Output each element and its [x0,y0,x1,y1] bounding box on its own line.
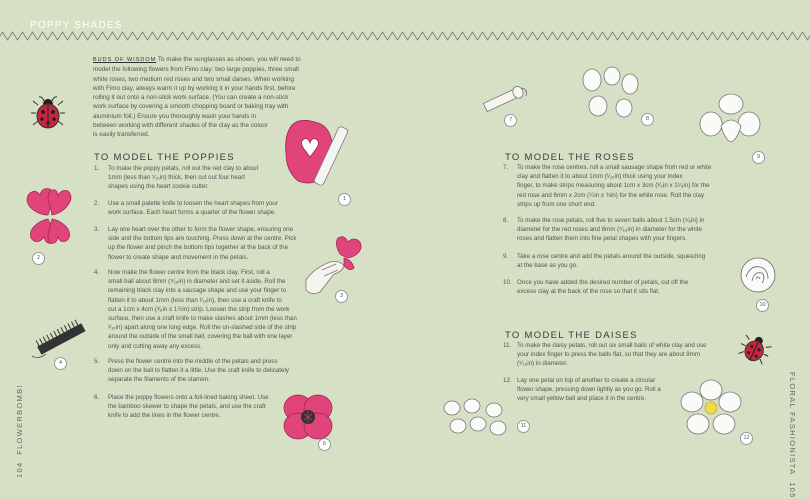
step-text [517,278,688,296]
step-line: Once you have added the desired number of petals, cut off the [517,279,689,286]
section-header: POPPY SHADES [30,20,123,31]
step-line: your index finger to press the balls flat, so that they are about 8mm [517,351,700,359]
step-badge: 11 [517,420,530,433]
step-text [517,163,711,209]
four-hearts-illustration [20,185,80,250]
step-line: down on the ball to flatten it a little. Use the craft knife to delicately [108,367,289,375]
step-badge: 4 [54,357,67,370]
step-text [108,199,278,217]
step-line: 1mm (less than ¹⁄₁₆in) thick, then cut out four heart [108,174,245,182]
bow-line: aluminium foil.) Ensure you thoroughly wash your hands in [93,112,257,120]
poppies-title: TO MODEL THE POPPIES [94,152,235,163]
step-line: flatten it to about 1mm (less than ¹⁄₁₆in), then use a craft knife to [108,296,282,304]
step-line: red rose and 6mm x 2cm (¼in x ¾in) for the white rose. Roll the clay [517,191,705,199]
step-line: remaining black clay into a sausage shape and use your finger to [108,287,287,295]
step-line: around the outside of the small ball, covering the ball with one layer [108,333,293,341]
step-line: work surface. Each heart forms a quarter of the flower shape. [108,209,276,217]
step-line: cut a 1cm x 4cm (³⁄₈in x 1½in) strip. Loosen the strip from the work [108,305,290,313]
ladybird-illustration [738,333,772,365]
step-line: Place the poppy flowers onto a foil-lined baking sheet. Use [108,394,269,401]
step-line: Lay one heart over the other to form the flower shape, ensuring one [108,226,294,233]
step-line: side and the bottom tips are touching. Press down at the centre. Pick [108,235,297,243]
white-rose-illustration [738,255,778,297]
buds-of-wisdom-label: BUDS OF WISDOM [93,57,157,63]
white-petals-illustration [578,66,648,122]
step-number: 12. [503,377,512,384]
step-badge: 10 [756,299,769,312]
step-line: diameter for the red roses and 8mm (⁵⁄₁₆in) in diameter for the white [517,226,702,234]
step-number: 10. [503,279,512,286]
right-book-title: FLORAL FASHIONISTA [788,372,797,476]
bow-line: white roses, two medium red roses and two small daises. When working [93,75,294,83]
step-badge: 6 [318,438,331,451]
step-line: flower shape, pressing down lightly as you go. Roll a [517,386,661,394]
step-badge: 12 [740,432,753,445]
step-line: finger, to make strips measuring about 1cm x 3cm (³⁄₈in x 1¹⁄₈in) for the [517,182,710,190]
step-line: flower to create shape and movement in the petals. [108,253,249,261]
step-line: Use a small palette knife to loosen the heart shapes from your [108,200,278,207]
bow-line: with Fimo clay, always warm it up by working it in your hands first, before [93,84,296,92]
step-badge: 2 [32,252,45,265]
bow-line: work surface by covering a smooth chopping board or baking tray with [93,103,289,111]
step-number: 3. [94,226,100,233]
step-line: surface, then use a craft knife to make slashes about 1mm (less than [108,315,297,323]
step-text [108,268,297,351]
step-line: small ball about 8mm (⁵⁄₁₆in) in diameter and set it aside. Roll the [108,278,286,286]
step-text [517,341,707,369]
step-line: To make the poppy petals, roll out the red clay to about [108,165,259,172]
step-line: clay and flatten it to about 1mm (¹⁄₁₆in) thick using your index [517,173,683,181]
step-line: very small yellow ball and place it in the centre. [517,395,646,403]
step-number: 6. [94,394,100,401]
finished-poppy-illustration [280,390,336,444]
step-badge: 3 [335,290,348,303]
bow-line: between working with different shades of the clay as the colour [93,122,268,130]
step-line: To make the daisy petals, roll out six small balls of white clay and use [517,342,707,349]
step-line: knife to add the lines in the flower centre. [108,412,221,420]
step-text [517,376,661,404]
step-number: 4. [94,269,100,276]
daisy-petal-balls-illustration [440,396,512,436]
daisy-illustration [680,378,742,438]
step-line: only and cutting away any excess. [108,342,202,350]
step-number: 2. [94,200,100,207]
white-rose-assembly-illustration [695,92,765,158]
bow-line: To make the sunglasses as shown, you will need to [157,56,301,63]
step-line: excess clay at the back of the rose so that it sits flat. [517,288,660,296]
step-line: (⁵⁄₁₆in) in diameter. [517,360,568,368]
zigzag-divider [0,30,810,42]
step-number: 1. [94,165,100,172]
step-number: 8. [503,217,509,224]
hand-pinching-flower-illustration [300,232,370,302]
step-line: strips up from one short end. [517,200,596,208]
step-line: separate the filaments of the stamen. [108,376,210,384]
step-number: 5. [94,358,100,365]
ladybird-illustration [30,95,66,133]
bow-line: model the following flowers from Fimo clay: two large poppies, three small [93,66,299,74]
step-number: 11. [503,342,512,349]
step-line: ¹⁄₁₆in) apart along one long edge. Roll the un-slashed side of the strip [108,324,297,332]
step-line: To make the rose centres, roll a small sausage shape from red or white [517,164,712,171]
step-text [108,164,258,192]
daises-title: TO MODEL THE DAISES [505,330,638,341]
left-footer [15,384,24,478]
step-line: To make the rose petals, roll five to seven balls about 1.5cm (⁵⁄₈in) in [517,217,705,224]
step-badge: 1 [338,193,351,206]
step-text [108,393,269,421]
zigzag-line [0,32,810,40]
right-page-number: 105 [788,482,797,499]
step-line: at the base as you go. [517,262,578,270]
step-text [108,357,289,385]
step-line: Lay one petal on top of another to create a circular [517,377,656,384]
step-number: 7. [503,164,509,171]
step-line: shapes using the heart cookie cutter. [108,183,209,191]
rolled-strip-illustration [480,82,530,118]
bow-line: is easily transferred. [93,131,150,139]
step-line: Take a rose centre and add the petals around the outside, squeezing [517,253,706,260]
step-line: roses and flatten them into fine petal shapes with your fingers. [517,235,687,243]
step-number: 9. [503,253,509,260]
left-page-number: 104 [15,461,24,478]
step-text [108,225,296,262]
step-badge: 8 [641,113,654,126]
step-text [517,216,704,244]
right-footer [788,372,797,499]
step-line: Now make the flower centre from the black clay. First, roll a [108,269,270,276]
left-book-title: FLOWERBOMB! [15,384,24,455]
clay-heart-cutout-illustration [280,115,360,200]
step-line: Press the flower centre into the middle of the petals and press [108,358,278,365]
roses-title: TO MODEL THE ROSES [505,152,635,163]
step-badge: 7 [504,114,517,127]
step-badge: 9 [752,151,765,164]
bow-line: rolling it out onto a non-stick work surface. (You can create a non-stick [93,94,289,102]
step-line: the bamboo skewer to shape the petals, and use the craft [108,403,266,411]
step-text [517,252,705,270]
step-line: up the flower and pinch the bottom tips together at the back of the [108,244,288,252]
